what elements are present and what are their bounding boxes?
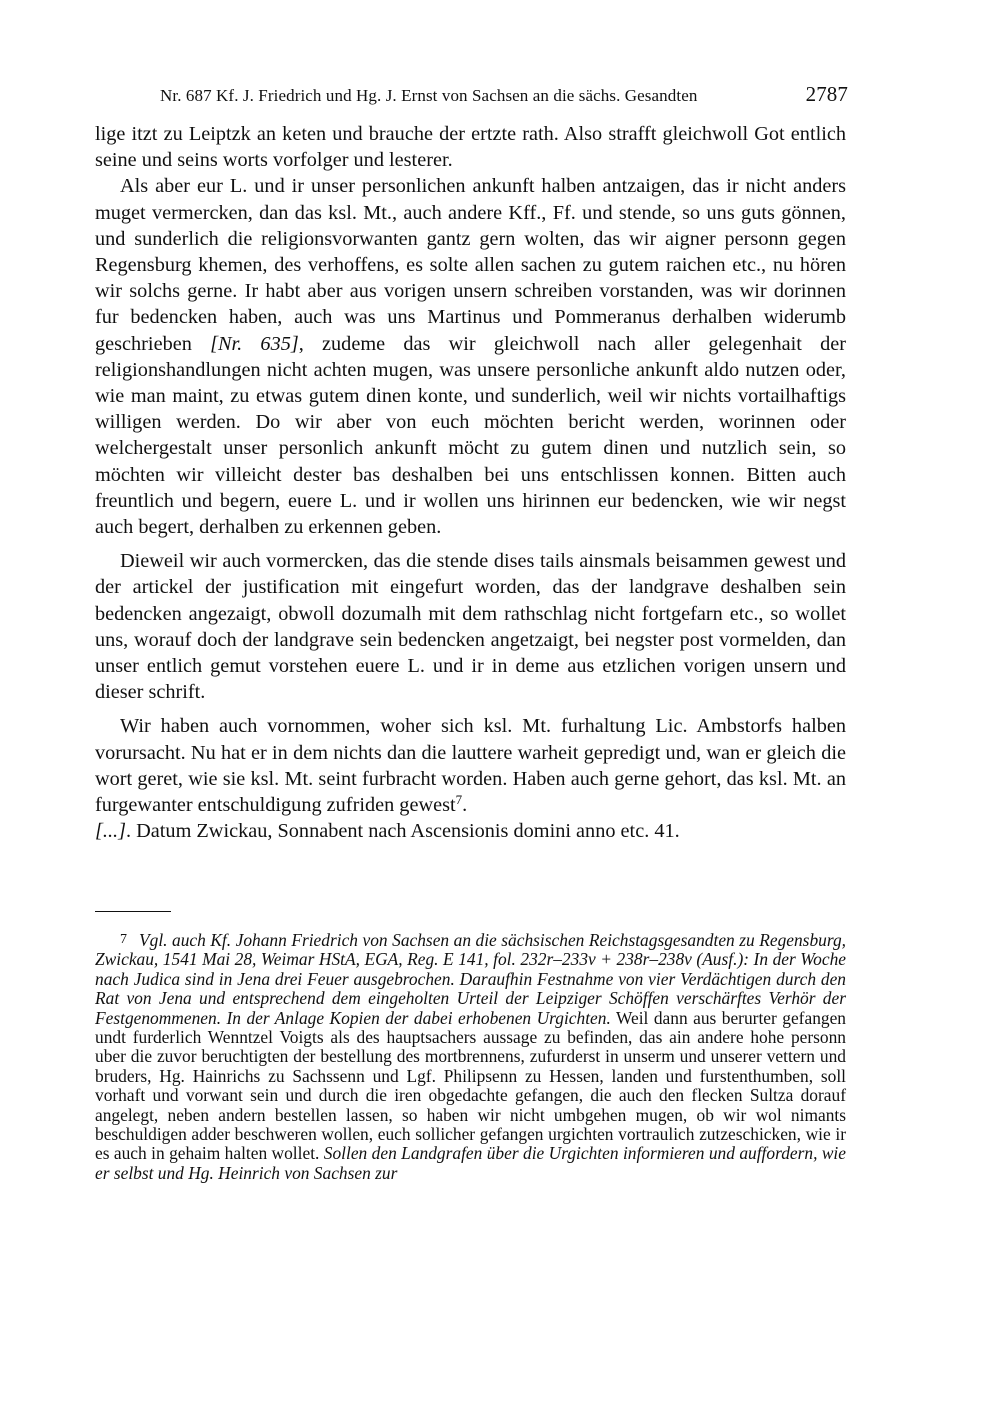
paragraph-1: lige itzt zu Leiptzk an keten und brauche der ertzte rath. Also strafft gleichwoll Got entlich seine und seins worts vorfolger und lesterer. [95, 123, 846, 172]
editorial-ellipsis: [...] [95, 820, 126, 843]
footnote-quoted-source: Weil dann aus berurter gefangen undt furderlich Wenntzel Voigts als des hauptsachers aussage zu befinden, das ain andere hohe personn uber die zuvor beruchtigten der bestellung des mortbrennens, zufurderst in unserm und unserer vettern und bruders, Hg. Hainrichs zu Sachssenn und Lgf. Philipsenn zu Hessen, landen und furstenthumben, soll vorhaft und vorwant sein und durch die iren obgedachte gefangen, die auch den flecken Sultza dorauf angelegt, neben andern bestellen lassen, so haben wir nicht umbgehen mugen, ob wir wol nimants beschuldigen adder beschweren wollen, euch sollicher gefangen urgichten vortraulich zutzeschicken, wie ir es auch in gehaim halten wollet. [95, 1007, 846, 1164]
body-text [95, 121, 846, 844]
footnote-editorial-text: Vgl. auch Kf. Johann Friedrich von Sachsen an die sächsischen Reichstagsgesandten zu Regensburg, Zwickau, 1541 Mai 28, Weimar HStA, EGA, Reg. E 141, fol. 232r–233v + 238r–238v (Ausf.): In der Woche nach Judica sind in Jena drei Feuer ausgebrochen. Daraufhin Festnahme von vier Verdächtigen durch den Rat von Jena und entsprechend dem eingeholten Urteil der Leipziger Schöffen verschärftes Verhör der Festgenommenen. In der Anlage Kopien der dabei erhobenen Urgichten. [95, 930, 846, 1028]
running-head-title: Nr. 687 Kf. J. Friedrich und Hg. J. Ernst von Sachsen an die sächs. Gesandten [160, 86, 698, 105]
footnote-number: 7 [120, 932, 127, 947]
paragraph-2: Als aber eur L. und ir unser personlichen ankunft halben antzaigen, das ir nicht anders muget vermercken, dan das ksl. Mt., auch andere Kff., Ff. und stende, so uns guts gönnen, und sunderlich die religionsvorwanten gantz gern wolten, das wir aigner personn gegen Regensburg khemen, des verhoffens, es solte allen sachen zu gutem raichen etc., nu hören wir solchs gerne. Ir habt aber aus vorigen unsern schreiben vorstanden, was wir dorinnen fur bedencken haben, auch was uns Martinus und Pommeranus derhalben widerumb geschrieben [Nr. 635], zudeme das wir gleichwoll nach aller gelegenhait der religionshandlungen nicht achten mugen, was unsere personliche ankunft aldo nutzen oder, wie man maint, zu etwas gutem dinen konte, und sunderlich, weil wir nichts vortailhaftigs willigen werden. Do wir aber von euch möchten bericht werden, worinnen oder welchergestalt unser personlich ankunft möcht zu gutem dinen und nutzlich sein, so möchten wir villeicht dester bas deshalben bei uns entschlissen konnen. Bitten auch freuntlich und begern, euere L. und ir wollen uns hirinnen eur bedencken, wie wir negst auch begert, derhalben zu erkennen geben. [95, 175, 846, 539]
footnote-7 [95, 930, 846, 1183]
footnote-editorial-continuation: Sollen den Landgrafen über die Urgichten informieren und auffordern, wie er selbst und Hg. Heinrich von Sachsen zur [95, 1143, 846, 1183]
footnote-divider [95, 911, 171, 912]
footnote-marker: 7 [455, 792, 463, 808]
page-number: 2787 [805, 82, 848, 106]
paragraph-4: Wir haben auch vornommen, woher sich ksl. Mt. furhaltung Lic. Ambstorfs halben vorursacht. Nu hat er in dem nichts dan die lauttere warheit gepredigt und, wan er gleich die wort geret, wie sie ksl. Mt. seint furbracht worden. Haben auch gerne gehort, das ksl. Mt. an furgewanter entschuldigung zufriden gewest$^7$. [...]. Datum Zwickau, Sonnabent nach Ascensionis domini anno etc. 41. [95, 715, 846, 843]
paragraph-3: Dieweil wir auch vormercken, das die stende dises tails ainsmals beisammen gewest und der artickel der justification mit eingefurt worden, das der landgrave deshalben sein bedencken angezaigt, obwoll dozumalh mit dem rathschlag nicht fortgefarn etc., so wollet uns, worauf doch der landgrave sein bedencken angetzaigt, bei negster post vormelden, dan unser entlich gemut vorstehen euere L. und ir in deme aus etzlichen vorigen unsern und dieser schrift. [95, 550, 846, 704]
running-head [160, 82, 848, 107]
cross-reference: [Nr. 635] [210, 332, 299, 355]
